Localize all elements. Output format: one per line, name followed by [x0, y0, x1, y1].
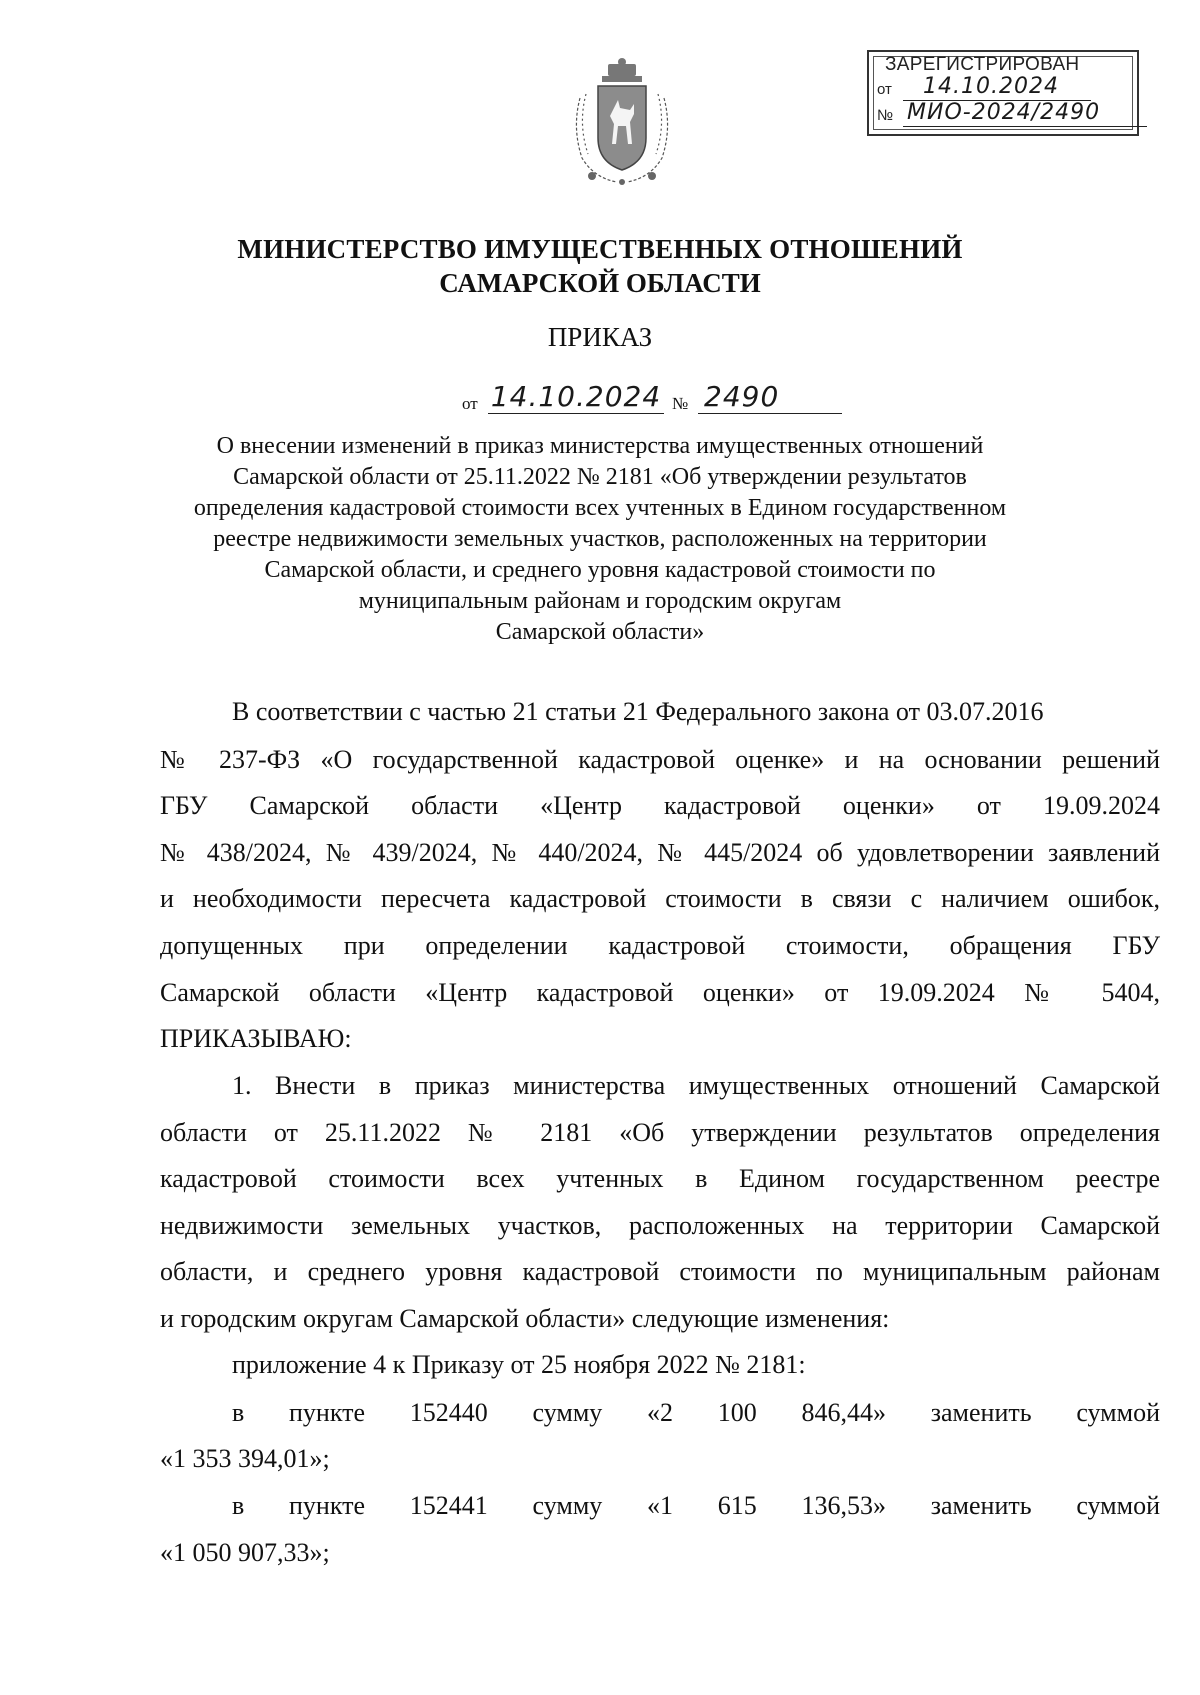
coat-of-arms-emblem: [572, 58, 672, 188]
body-text-line: В соответствии с частью 21 статьи 21 Федерального закона от 03.07.2016: [232, 697, 1044, 726]
body-text-line: ГБУ Самарской области «Центр кадастровой оценки» от 19.09.2024: [160, 791, 1160, 820]
order-subject-line: Самарской области от 25.11.2022 № 2181 «Об утверждении результатов: [233, 464, 967, 490]
body-text-line: области, и среднего уровня кадастровой стоимости по муниципальным районам: [160, 1257, 1160, 1286]
order-subject: [0, 431, 1200, 648]
order-date-value: 14.10.2024: [488, 380, 664, 414]
body-text-line: кадастровой стоимости всех учтенных в Едином государственном реестре: [160, 1164, 1160, 1193]
body-text-line: и городским округам Самарской области» следующие изменения:: [160, 1304, 890, 1333]
order-subject-line: определения кадастровой стоимости всех учтенных в Едином государственном: [193, 495, 1007, 521]
body-text-line: «1 353 394,01»;: [160, 1444, 330, 1473]
body-text-line: № 237-ФЗ «О государственной кадастровой оценке» и на основании решений: [160, 745, 1160, 774]
order-date-prefix: от: [462, 394, 478, 413]
body-text-line: ПРИКАЗЫВАЮ:: [160, 1024, 352, 1053]
body-text-line: области от 25.11.2022 № 2181 «Об утверждении результатов определения: [160, 1118, 1160, 1147]
order-date-number-row: [462, 380, 882, 420]
body-text-line: недвижимости земельных участков, расположенных на территории Самарской: [160, 1211, 1160, 1240]
body-text-line: приложение 4 к Приказу от 25 ноября 2022 № 2181:: [232, 1350, 806, 1379]
body-text-line: в пункте 152441 сумму «1 615 136,53» заменить суммой: [232, 1491, 1160, 1520]
order-subject-line: муниципальным районам и городским округам: [358, 588, 842, 614]
body-text-line: в пункте 152440 сумму «2 100 846,44» заменить суммой: [232, 1398, 1160, 1427]
body-text-line: 1. Внести в приказ министерства имущественных отношений Самарской: [232, 1071, 1160, 1100]
order-subject-line: Самарской области»: [495, 619, 705, 645]
registration-stamp-date-label: от: [877, 81, 892, 98]
registration-stamp-date-value: 14.10.2024: [903, 74, 1091, 101]
body-text-line: допущенных при определении кадастровой стоимости, обращения ГБУ: [160, 931, 1160, 960]
registration-stamp-title: ЗАРЕГИСТРИРОВАН: [885, 54, 1080, 75]
registration-stamp-number-label: №: [877, 107, 894, 124]
order-number-value: 2490: [698, 380, 842, 414]
body-text-line: и необходимости пересчета кадастровой стоимости в связи с наличием ошибок,: [160, 884, 1160, 913]
order-subject-line: О внесении изменений в приказ министерства имущественных отношений: [216, 433, 984, 459]
ministry-name-line-1: МИНИСТЕРСТВО ИМУЩЕСТВЕННЫХ ОТНОШЕНИЙ: [237, 234, 963, 264]
registration-stamp-number-value: МИО-2024/2490: [903, 100, 1147, 127]
document-type-title: ПРИКАЗ: [547, 322, 653, 352]
body-text-line: № 438/2024, № 439/2024, № 440/2024, № 445/2024 об удовлетворении заявлений: [160, 838, 1160, 867]
body-text-line: Самарской области «Центр кадастровой оценки» от 19.09.2024 № 5404,: [160, 978, 1160, 1007]
ministry-name-line-2: САМАРСКОЙ ОБЛАСТИ: [439, 268, 761, 298]
order-subject-line: Самарской области, и среднего уровня кадастровой стоимости по: [264, 557, 936, 583]
body-text-line: «1 050 907,33»;: [160, 1538, 330, 1567]
order-subject-line: реестре недвижимости земельных участков, расположенных на территории: [213, 526, 987, 552]
registration-stamp: [867, 50, 1139, 136]
order-number-prefix: №: [672, 394, 689, 413]
